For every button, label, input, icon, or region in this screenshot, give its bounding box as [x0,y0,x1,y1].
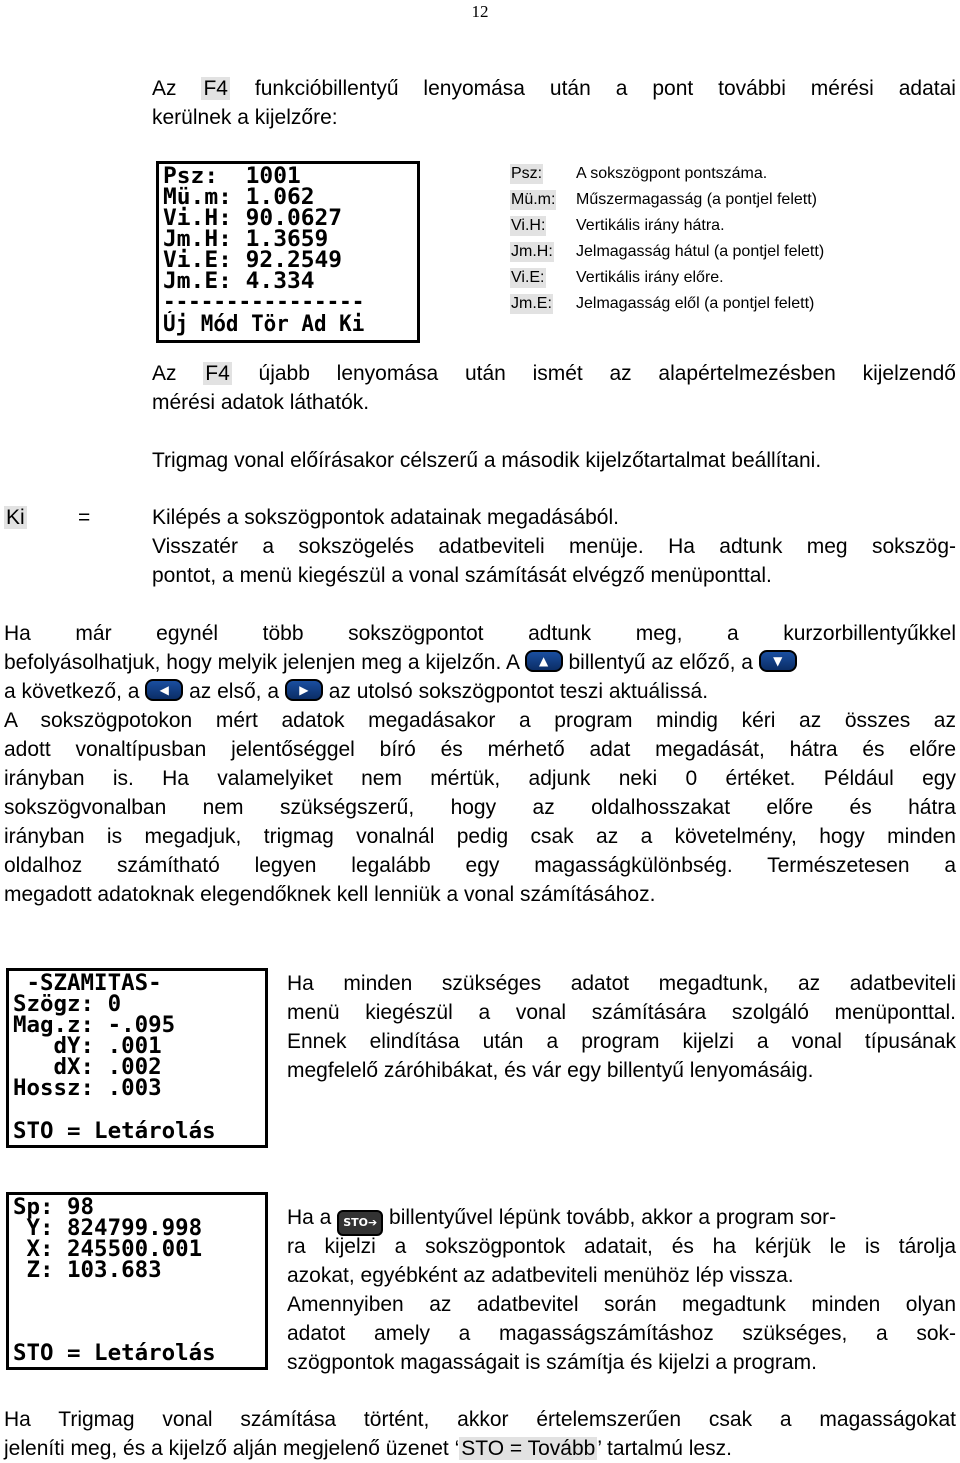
ki-key-label [4,503,27,532]
lcd-screen-2-store-hint: STO = Letárolás [13,1119,216,1144]
intro-line-2: kerülnek a kijelzőre: [152,106,338,129]
legend-desc: A sokszögpont pontszáma. [576,165,768,182]
trigmag-note: Trigmag vonal előírásakor célszerű a második kijelzőtartalmat beállítani. [152,449,822,472]
f4-key-label: F4 [203,77,228,100]
lcd-screen-3-line: X: 245500.001 [13,1237,203,1262]
data-para-line: A sokszögpotokon mért adatok megadásakor a program mindig kéri az összes az [4,709,956,732]
lcd-screen-2-line: -SZAMITAS- [13,971,162,996]
f4-again-text-b: újabb lenyomása után ismét az alapértelmezésben kijelzendő [258,362,956,385]
lcd-screen-2-line: dX: .002 [13,1055,162,1080]
lcd-screen-measurement [156,161,420,343]
legend-key: Mü.m: [511,191,556,208]
cursor-right-key-icon [285,679,323,701]
f4-key-label: F4 [205,362,230,385]
legend-key: Psz: [511,165,543,182]
screen2-para-line: Ha minden szükséges adatot megadtunk, az adatbeviteli [287,972,956,995]
lcd-screen-2-line: Szögz: 0 [13,992,122,1017]
final-line-1: Ha Trigmag vonal számítása történt, akkor értelemszerűen csak a magasságokat [4,1408,956,1431]
lcd-screen-1-line: Vi.E: 92.2549 [163,248,343,273]
cursor-text: az első, a [189,680,279,703]
cursor-down-key-icon [759,650,797,672]
legend-desc: Jelmagasság hátul (a pontjel felett) [576,243,825,260]
lcd-screen-2-line: dY: .001 [13,1034,162,1059]
lcd-screen-1-line: Jm.E: 4.334 [163,269,315,294]
cursor-text: a következő, a [4,680,140,703]
screen3-text: Ha a [287,1206,332,1229]
screen3-para-line: adatot amely a magasságszámításhoz szükséges, a sok- [287,1322,956,1345]
legend-key: Jm.E: [511,295,552,312]
lcd-screen-1-softkeys: Új Mód Tör Ad Ki [163,312,365,337]
ki-line-3: pontot, a menü kiegészül a vonal számítását elvégző menüponttal. [152,564,772,587]
screen3-text: billentyűvel lépünk tovább, akkor a program sor- [389,1206,837,1229]
legend-desc: Jelmagasság elől (a pontjel felett) [576,295,815,312]
lcd-screen-1-divider: ---------------- [163,290,365,315]
data-para-line: adott vonaltípusban jelentőséggel bíró és mérhető adat megadását, hátra és előre [4,738,956,761]
legend-desc: Vertikális irány előre. [576,269,724,286]
page-number: 12 [471,2,489,21]
intro-text-b: funkcióbillentyű lenyomása után a pont további mérési adatai [254,77,956,100]
legend-key: Jm.H: [511,243,553,260]
cursor-para-line-1: Ha már egynél több sokszögpontot adtunk meg, a kurzorbillentyűkkel [4,622,956,645]
cursor-para-line-3 [4,677,708,706]
sto-tovabb-label: STO = Tovább [461,1437,596,1460]
right-arrow-icon: ▶ [299,683,309,697]
lcd-screen-1-line: Jm.H: 1.3659 [163,227,329,252]
screen3-para-line: szögpontok magasságait is számítja és kijelzi a program. [287,1351,817,1374]
data-para-line: sokszögvonalban nem szükségszerű, hogy az oldalhosszakat előre és hátra [4,796,956,819]
screen3-para-line: Amennyiben az adatbevitel során megadtunk minden olyan [287,1293,956,1316]
lcd-screen-2-line: Hossz: .003 [13,1076,162,1101]
screen2-para-line: Ennek elindítása után a program kijelzi a vonal típusának [287,1030,956,1053]
lcd-screen-1-line: Mü.m: 1.062 [163,185,315,210]
screen3-para-line: azokat, egyébként az adatbeviteli menühöz lép vissza. [287,1264,794,1287]
lcd-screen-3-line: Z: 103.683 [13,1258,162,1283]
cursor-text: az utolsó sokszögpontot teszi aktuálissá. [328,680,709,703]
ki-key: Ki [6,506,25,529]
f4-again-line-2: mérési adatok láthatók. [152,391,370,414]
cursor-text: billentyű az előző, a [568,651,753,674]
intro-text-a: Az [152,77,177,100]
cursor-up-key-icon [525,650,563,672]
lcd-screen-calculation [6,968,268,1148]
lcd-screen-1-line: Psz: 1001 [163,164,301,189]
screen2-para-line: megfelelő záróhibákat, és vár egy billentyű lenyomásáig. [287,1059,814,1082]
ki-line-1: Kilépés a sokszögpontok adatainak megadásából. [152,506,619,529]
lcd-screen-point-data [6,1192,268,1370]
cursor-left-key-icon [145,679,183,701]
final-text: ’ tartalmú lesz. [597,1437,732,1460]
lcd-screen-3-line: Y: 824799.998 [13,1216,203,1241]
left-arrow-icon: ◀ [159,683,169,697]
screen2-para-line: menü kiegészül a vonal számítására szolgáló menüponttal. [287,1001,956,1024]
lcd-screen-3-store-hint: STO = Letárolás [13,1341,216,1366]
legend-desc: Műszermagasság (a pontjel felett) [576,191,817,208]
cursor-para-line-2 [4,648,956,677]
f4-again-line-1 [152,359,956,388]
data-para-line: oldalhoz számítható legyen legalább egy magasságkülönbség. Természetesen a [4,854,956,877]
legend-key: Vi.E: [511,269,545,286]
final-line-2 [4,1434,732,1463]
lcd-screen-3-line: Sp: 98 [13,1195,95,1220]
data-para-line: megadott adatoknak elegendőknek kell lenniük a vonal számításához. [4,883,656,906]
ki-equals: = [78,506,91,529]
data-para-line: irányban is megadjuk, trigmag vonalnál pedig csak az a követelmény, hogy minden [4,825,956,848]
up-arrow-icon: ▲ [539,654,549,668]
intro-line-1 [152,74,956,103]
down-arrow-icon: ▼ [773,654,783,668]
lcd-screen-1-line: Vi.H: 90.0627 [163,206,343,231]
final-text: jeleníti meg, és a kijelző alján megjelenő üzenet ‘ [4,1437,460,1460]
data-para-line: irányban is. Ha valamelyiket nem mértük, adjunk neki 0 értéket. Például egy [4,767,956,790]
lcd-screen-2-line: Mag.z: -.095 [13,1013,176,1038]
cursor-text: befolyásolhatjuk, hogy melyik jelenjen meg a kijelzőn. A [4,651,519,674]
sto-key-icon: STO➔ [337,1210,383,1236]
f4-again-text-a: Az [152,362,177,385]
legend-desc: Vertikális irány hátra. [576,217,725,234]
ki-line-2: Visszatér a sokszögelés adatbeviteli menüje. Ha adtunk meg sokszög- [152,535,956,558]
legend-key: Vi.H: [511,217,546,234]
screen3-para-line: ra kijelzi a sokszögpontok adatait, és ha kérjük le is tárolja [287,1235,956,1258]
